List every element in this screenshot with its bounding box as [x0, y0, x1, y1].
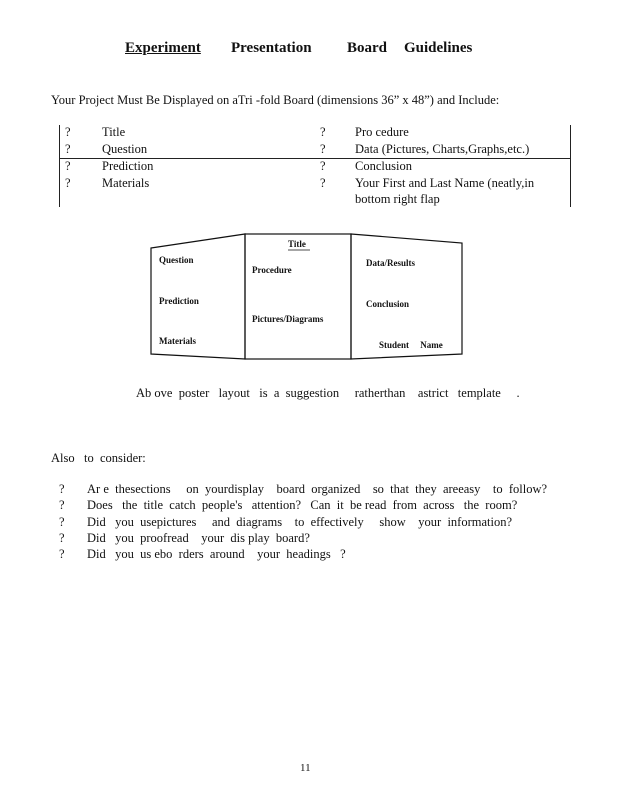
board-question-label: Question — [159, 255, 194, 265]
board-materials-label: Materials — [159, 336, 196, 346]
bullet-mark: ? — [65, 125, 71, 139]
title-guidelines: Guidelines — [404, 40, 473, 56]
consider-item: Ar e thesections on yourdisplay board organized so that they areeasy to follow? — [87, 482, 548, 496]
title-experiment: Experiment — [125, 40, 201, 56]
bullet-mark: ? — [59, 515, 65, 529]
intro-text: Your Project Must Be Displayed on aTri -fold Board (dimensions 36” x 48”) and Include: — [51, 93, 500, 107]
bullet-mark: ? — [65, 176, 71, 190]
title-presentation: Presentation — [231, 40, 312, 56]
title-board: Board — [347, 40, 388, 56]
bullet-mark: ? — [65, 159, 71, 173]
bullet-mark: ? — [320, 176, 326, 190]
list-item: Materials — [102, 176, 150, 190]
consider-item: Does the title catch people's attention? Can it be read from across the room? — [87, 498, 518, 512]
board-conclusion-label: Conclusion — [366, 299, 410, 309]
list-item: Title — [102, 125, 126, 139]
list-item: Pro cedure — [355, 125, 409, 139]
consider-item: Did you us ebo rders around your headings ? — [87, 547, 346, 561]
consider-item: Did you proofread your dis play board? — [87, 531, 310, 545]
bullet-mark: ? — [59, 547, 65, 561]
board-prediction-label: Prediction — [159, 296, 199, 306]
list-item: Prediction — [102, 159, 154, 173]
consider-heading: Also to consider: — [51, 451, 146, 465]
bullet-mark: ? — [320, 142, 326, 156]
bullet-mark: ? — [65, 142, 71, 156]
list-item-continuation: bottom right flap — [355, 192, 440, 206]
bullet-mark: ? — [320, 125, 326, 139]
board-procedure-label: Procedure — [252, 265, 292, 275]
layout-caption: Ab ove poster layout is a suggestion ratherthan astrict template . — [136, 386, 520, 400]
board-data-results-label: Data/Results — [366, 258, 415, 268]
consider-item: Did you usepictures and diagrams to effectively show your information? — [87, 515, 513, 529]
table-left-border — [59, 125, 60, 207]
list-item: Conclusion — [355, 159, 412, 173]
list-item: Question — [102, 142, 148, 156]
page-number: 11 — [300, 762, 311, 774]
bullet-mark: ? — [59, 482, 65, 496]
board-center-panel — [245, 234, 351, 359]
list-item: Your First and Last Name (neatly,in — [355, 176, 535, 190]
board-pictures-label: Pictures/Diagrams — [252, 314, 324, 324]
bullet-mark: ? — [320, 159, 326, 173]
board-title-label: Title — [288, 239, 306, 249]
board-student-name-label: Student Name — [379, 340, 443, 350]
bullet-mark: ? — [59, 498, 65, 512]
bullet-mark: ? — [59, 531, 65, 545]
list-item: Data (Pictures, Charts,Graphs,etc.) — [355, 142, 530, 156]
table-right-border — [570, 125, 571, 207]
